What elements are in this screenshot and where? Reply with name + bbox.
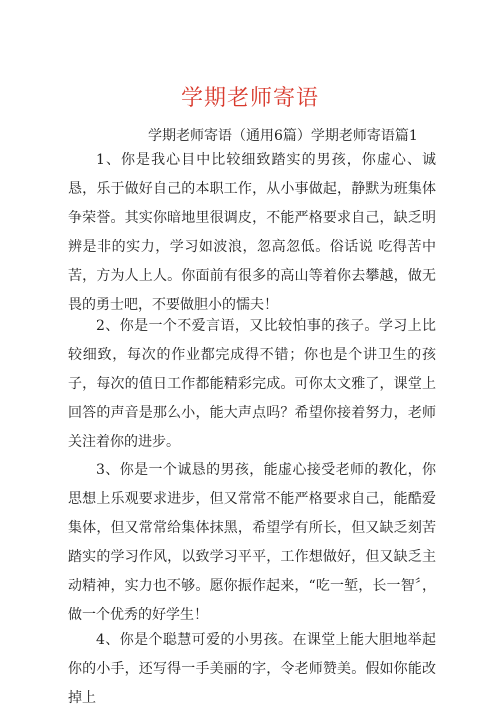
paragraph-1: 1、你是我心目中比较细致踏实的男孩，你虚心、诚恳，乐于做好自己的本职工作，从小事做起，静默为班集体争荣誉。其实你暗地里很调皮，不能严格要求自己，缺乏明辨是非的实力，学习如波浪，忽高忽低。俗话说 吃得苦中苦，方为人上人。你面前有很多的高山等着你去攀越，做无畏的勇士吧，不要做胆小的懦夫！ [68,152,436,313]
document-title: 学期老师寄语 [180,86,319,111]
document-subtitle: 学期老师寄语（通用6篇）学期老师寄语篇1 [148,128,418,144]
paragraph-4: 4、你是个聪慧可爱的小男孩。在课堂上能大胆地举起你的小手，还写得一手美丽的字，令老师赞美。假如你能改掉上 [68,632,436,706]
paragraph-2: 2、你是一个不爱言语，又比较怕事的孩子。学习上比较细致，每次的作业都完成得不错；你也是个讲卫生的孩子，每次的值日工作都能精彩完成。可你太文雅了，课堂上回答的声音是那么小，能大声点吗？希望你接着努力，老师关注着你的进步。 [68,318,436,450]
paragraph-3: 3、你是一个诚恳的男孩，能虚心接受老师的教化，你思想上乐观要求进步，但又常常不能严格要求自己，能酷爱集体，但又常常给集体抹黑，希望学有所长，但又缺乏刻苦踏实的学习作风，以致学习平平，工作想做好，但又缺乏主动精神，实力也不够。愿你振作起来，“吃一堑，长一智〞，做一个优秀的好学生！ [68,462,436,623]
